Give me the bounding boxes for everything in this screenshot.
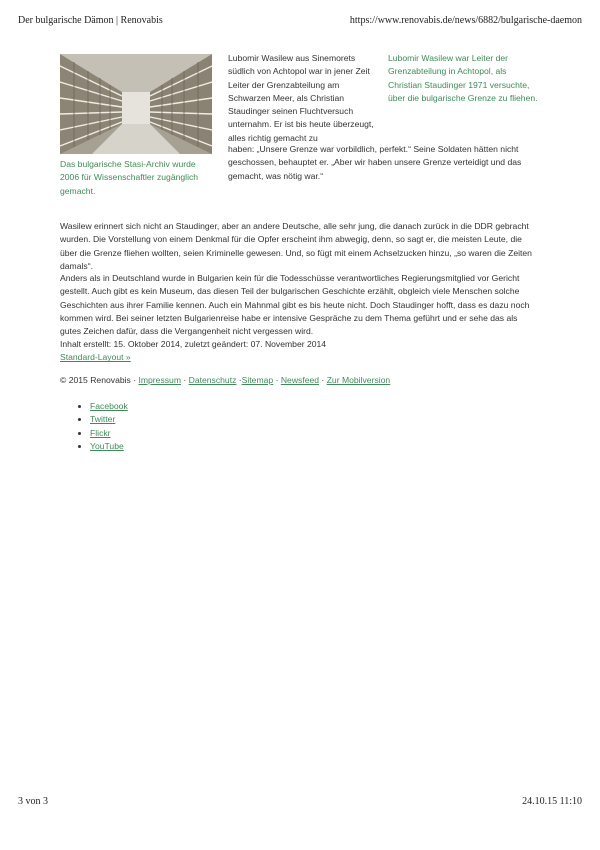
- content-dates: Inhalt erstellt: 15. Oktober 2014, zuletzt geändert: 07. November 2014: [60, 339, 327, 349]
- mobile-version-link[interactable]: Zur Mobilversion: [326, 375, 391, 385]
- social-item: [90, 413, 570, 426]
- datenschutz-link[interactable]: Datenschutz: [188, 375, 237, 385]
- figure-caption: Das bulgarische Stasi-Archiv wurde 2006 für Wissenschaftler zugänglich gemacht.: [60, 159, 199, 196]
- facebook-link[interactable]: Facebook: [90, 401, 128, 411]
- archive-shelves-image: [60, 54, 212, 154]
- article-paragraph-2: Wasilew erinnert sich nicht an Staudinger, aber an andere Deutsche, alle sehr jung, die danach zurück in die DDR gebracht wurden. Die Vorstellung von einem Denkmal für die Opfer erscheint ihm abwegig, denn, so sagt er, die meisten Leute, die über die Grenze fliehen wollten, seien Kriminelle gewesen. Und, so fügt mit einem Achselzucken hinzu, „so waren die Zeiten damals“.: [60, 221, 532, 271]
- footer-separator: ·: [180, 375, 189, 385]
- site-footer: [60, 374, 540, 387]
- footer-separator: ·: [319, 375, 327, 385]
- flickr-link[interactable]: Flickr: [90, 427, 111, 438]
- print-page-url: https://www.renovabis.de/news/6882/bulgarische-daemon: [349, 15, 582, 26]
- article-figure: [60, 54, 212, 198]
- social-links: [90, 400, 570, 453]
- article-paragraph-1: Lubomir Wasilew aus Sinemorets südlich von Achtopol war in jener Zeit Leiter der Grenzabteilung am Schwarzen Meer, als Christian Staudinger seinen Fluchtversuch unternahm. Er ist bis heute überzeugt, alles richtig gemacht zu: [228, 53, 374, 143]
- print-page-title: Der bulgarische Dämon | Renovabis: [18, 15, 163, 26]
- footer-separator: ·: [236, 375, 242, 385]
- article-paragraph-3: Anders als in Deutschland wurde in Bulgarien kein für die Todesschüsse verantwortliches Regierungsmitglied vor Gericht gestellt. Auch gibt es kein Museum, das diesen Teil der bulgarischen Geschichte erzählt, obgleich viele Menschen solche Geschichten aus ihrer Familie kennen. Auch ein Mahnmal gibt es bis heute nicht. Doch Staudinger hofft, dass es dazu noch kommen wird. Bei seiner letzten Bulgarienreise habe er intensive Gespräche zu dem Thema geführt und er sehe das als gutes Zeichen dafür, dass die Vergangenheit nicht vergessen wird.: [60, 273, 530, 337]
- print-footer: [18, 796, 582, 810]
- print-header: [18, 15, 582, 29]
- youtube-link[interactable]: YouTube: [90, 440, 124, 451]
- footer-separator: ·: [273, 375, 281, 385]
- print-timestamp: 24.10.15 11:10: [522, 796, 582, 807]
- article-paragraph-1-continued: haben: „Unsere Grenze war vorbildlich, perfekt.“ Seine Soldaten hätten nicht geschossen, behauptet er. „Aber wir haben unsere Grenze verteidigt und das gemacht, was nötig war.“: [228, 144, 522, 181]
- impressum-link[interactable]: Impressum: [138, 375, 181, 385]
- copyright-text: © 2015 Renovabis ·: [60, 375, 137, 385]
- archive-photo: [60, 54, 212, 154]
- page-counter: 3 von 3: [18, 796, 48, 807]
- pull-quote: Lubomir Wasilew war Leiter der Grenzabteilung in Achtopol, als Christian Staudinger 1971 versuchte, über die bulgarische Grenze zu fliehen.: [388, 53, 538, 103]
- social-item: [90, 440, 570, 453]
- sitemap-link[interactable]: Sitemap: [241, 375, 274, 385]
- twitter-link[interactable]: Twitter: [90, 414, 116, 425]
- newsfeed-link[interactable]: Newsfeed: [280, 375, 320, 385]
- social-item: [90, 400, 570, 413]
- social-item: [90, 427, 570, 440]
- standard-layout-link[interactable]: Standard-Layout »: [60, 352, 131, 363]
- article-meta: [60, 338, 540, 365]
